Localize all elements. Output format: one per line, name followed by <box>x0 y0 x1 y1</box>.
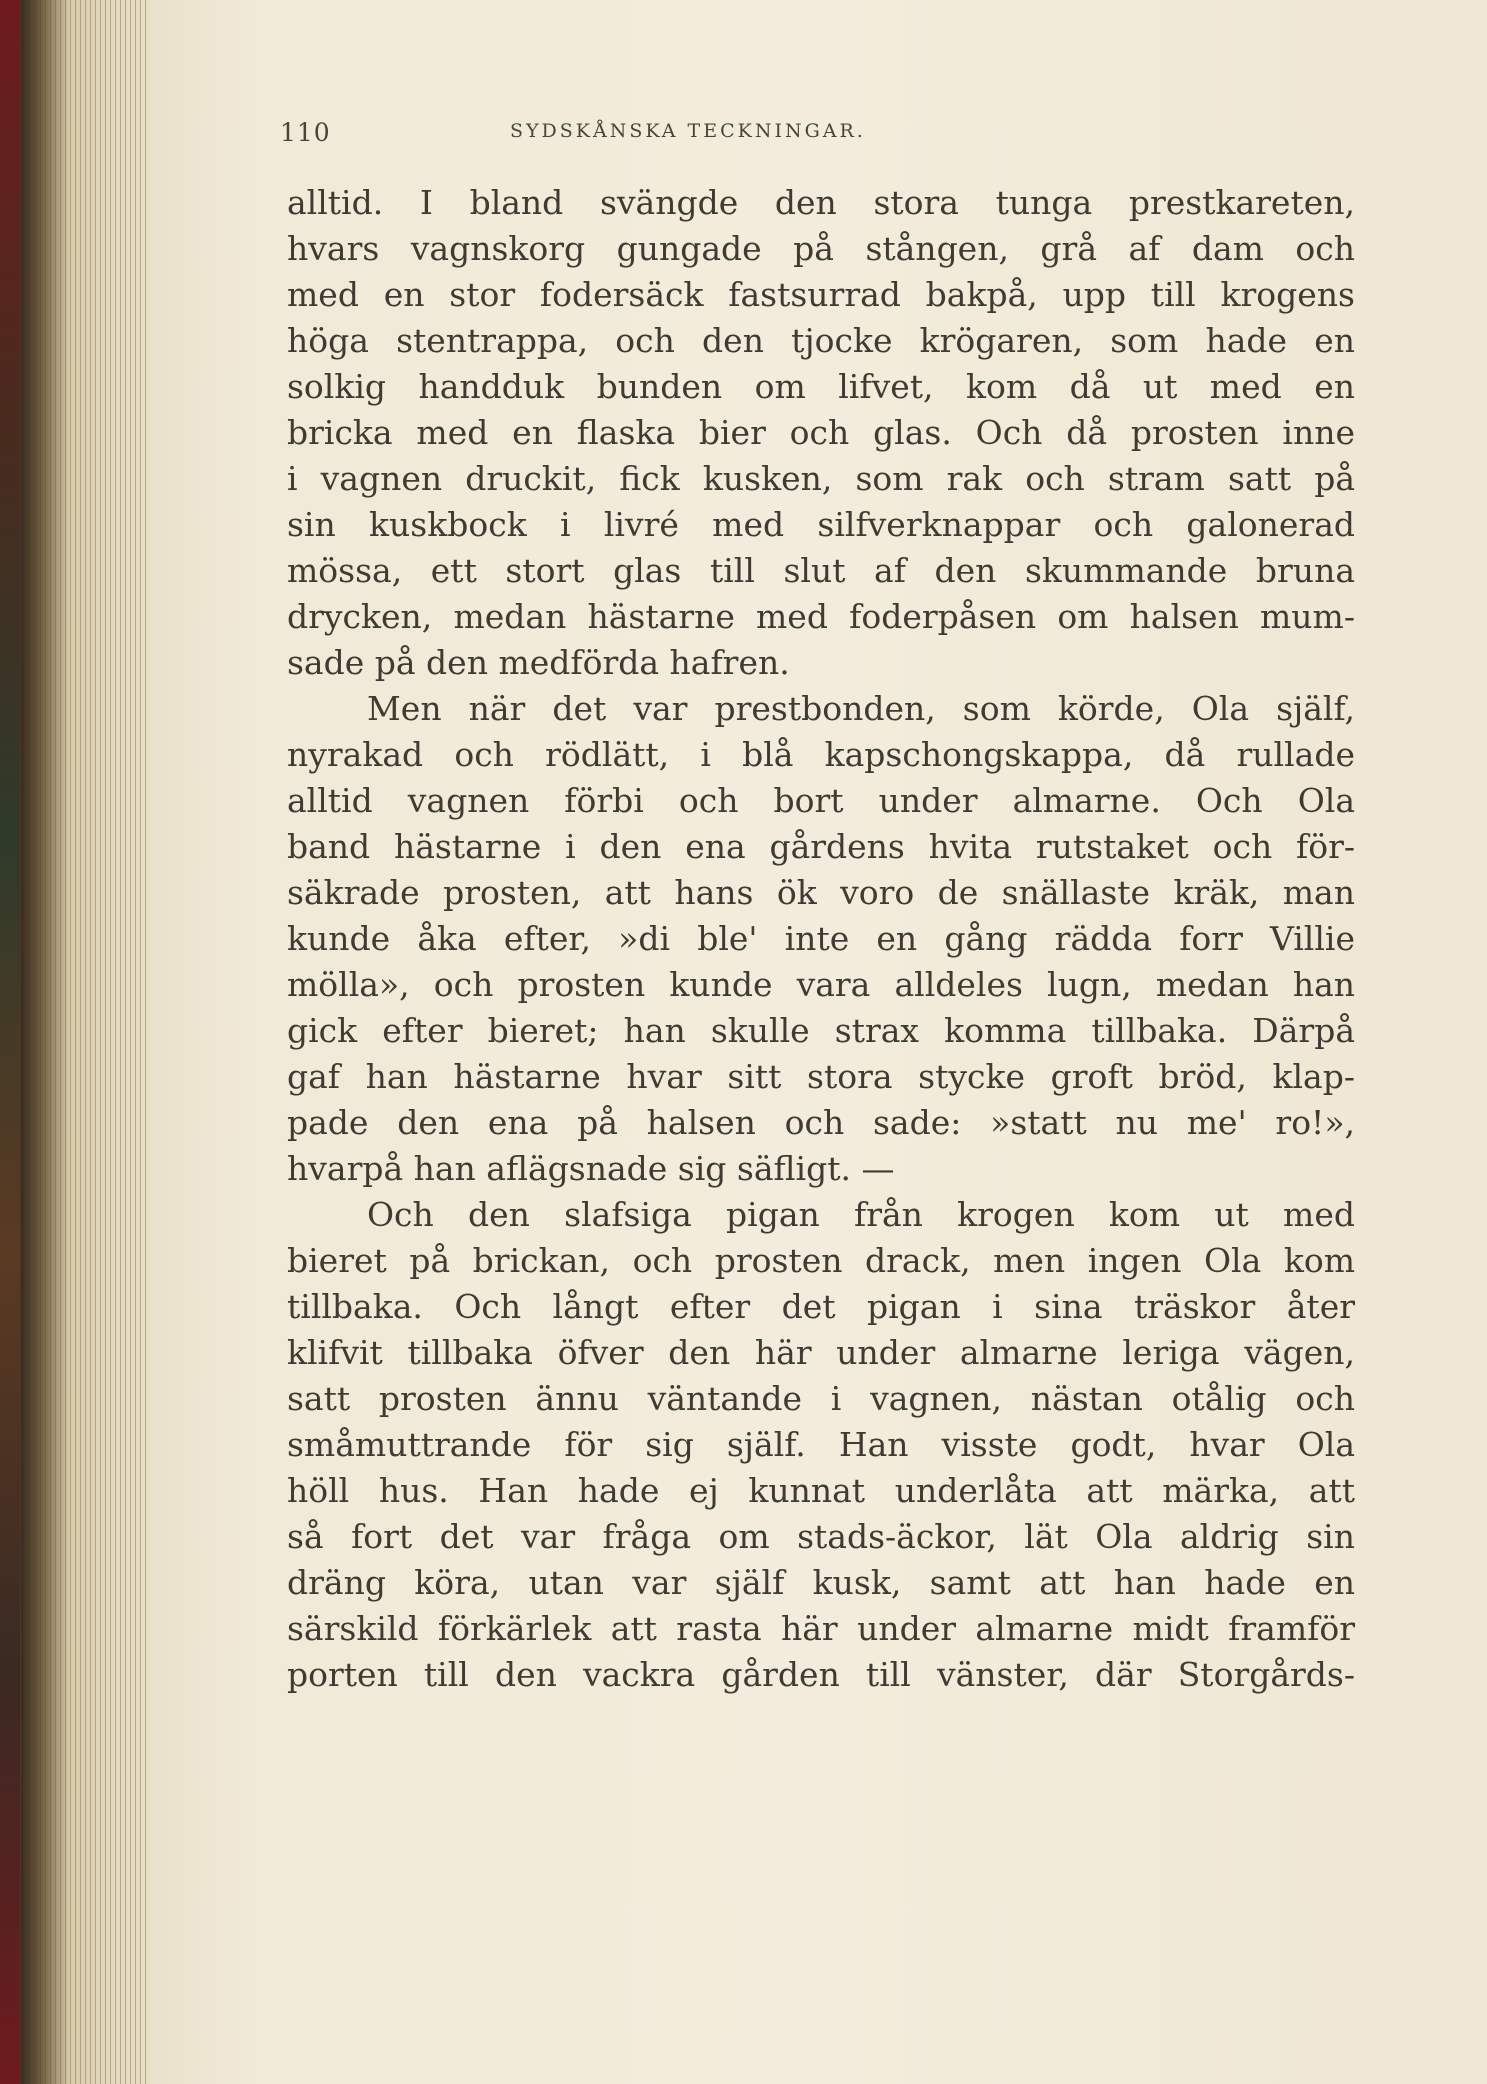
text-line: dräng köra, utan var själf kusk, samt att han hade en <box>287 1563 1355 1602</box>
body-text <box>287 180 1355 1698</box>
text-line: gaf han hästarne hvar sitt stora stycke groft bröd, klap- <box>287 1057 1355 1096</box>
text-line: solkig handduk bunden om lifvet, kom då ut med en <box>287 367 1355 406</box>
text-line: Men när det var prestbonden, som körde, Ola själf, <box>367 689 1355 728</box>
text-line: särskild förkärlek att rasta här under almarne midt framför <box>287 1609 1355 1648</box>
text-line: höga stentrappa, och den tjocke krögaren, som hade en <box>287 321 1355 360</box>
text-line: säkrade prosten, att hans ök voro de snällaste kräk, man <box>287 873 1355 912</box>
text-line: satt prosten ännu väntande i vagnen, nästan otålig och <box>287 1379 1355 1418</box>
page-header <box>280 118 1335 158</box>
text-line: hvars vagnskorg gungade på stången, grå af dam och <box>287 229 1355 268</box>
text-line: mölla», och prosten kunde vara alldeles lugn, medan han <box>287 965 1355 1004</box>
text-line: bricka med en flaska bier och glas. Och då prosten inne <box>287 413 1355 452</box>
text-line: mössa, ett stort glas till slut af den skummande bruna <box>287 551 1355 590</box>
text-line: höll hus. Han hade ej kunnat underlåta att märka, att <box>287 1471 1355 1510</box>
book-binding-edge <box>0 0 20 2084</box>
text-line: sin kuskbock i livré med silfverknappar och galonerad <box>287 505 1355 544</box>
text-line: i vagnen druckit, fick kusken, som rak och stram satt på <box>287 459 1355 498</box>
text-line: klifvit tillbaka öfver den här under almarne leriga vägen, <box>287 1333 1355 1372</box>
text-line: Och den slafsiga pigan från krogen kom ut med <box>367 1195 1355 1234</box>
text-line: drycken, medan hästarne med foderpåsen om halsen mum- <box>287 597 1355 636</box>
text-line: tillbaka. Och långt efter det pigan i sina träskor åter <box>287 1287 1355 1326</box>
text-line: pade den ena på halsen och sade: »statt nu me' ro!», <box>287 1103 1355 1142</box>
page-number: 110 <box>280 118 331 147</box>
text-line: alltid. I bland svängde den stora tunga prestkareten, <box>287 183 1355 222</box>
text-line: kunde åka efter, »di ble' inte en gång rädda forr Villie <box>287 919 1355 958</box>
text-line: sade på den medförda hafren. <box>287 643 790 682</box>
text-line: så fort det var fråga om stads-äckor, lät Ola aldrig sin <box>287 1517 1355 1556</box>
text-line: bieret på brickan, och prosten drack, men ingen Ola kom <box>287 1241 1355 1280</box>
text-line: gick efter bieret; han skulle strax komma tillbaka. Därpå <box>287 1011 1355 1050</box>
book-page <box>150 0 1487 2084</box>
running-title: SYDSKÅNSKA TECKNINGAR. <box>510 120 866 142</box>
text-line: hvarpå han aflägsnade sig säfligt. — <box>287 1149 895 1188</box>
text-line: småmuttrande för sig själf. Han visste godt, hvar Ola <box>287 1425 1355 1464</box>
text-line: alltid vagnen förbi och bort under almarne. Och Ola <box>287 781 1355 820</box>
text-line: porten till den vackra gården till vänster, där Storgårds- <box>287 1655 1355 1694</box>
text-line: med en stor fodersäck fastsurrad bakpå, upp till krogens <box>287 275 1355 314</box>
text-line: band hästarne i den ena gårdens hvita rutstaket och för- <box>287 827 1355 866</box>
text-line: nyrakad och rödlätt, i blå kapschongskappa, då rullade <box>287 735 1355 774</box>
book-spine-gutter <box>0 0 150 2084</box>
